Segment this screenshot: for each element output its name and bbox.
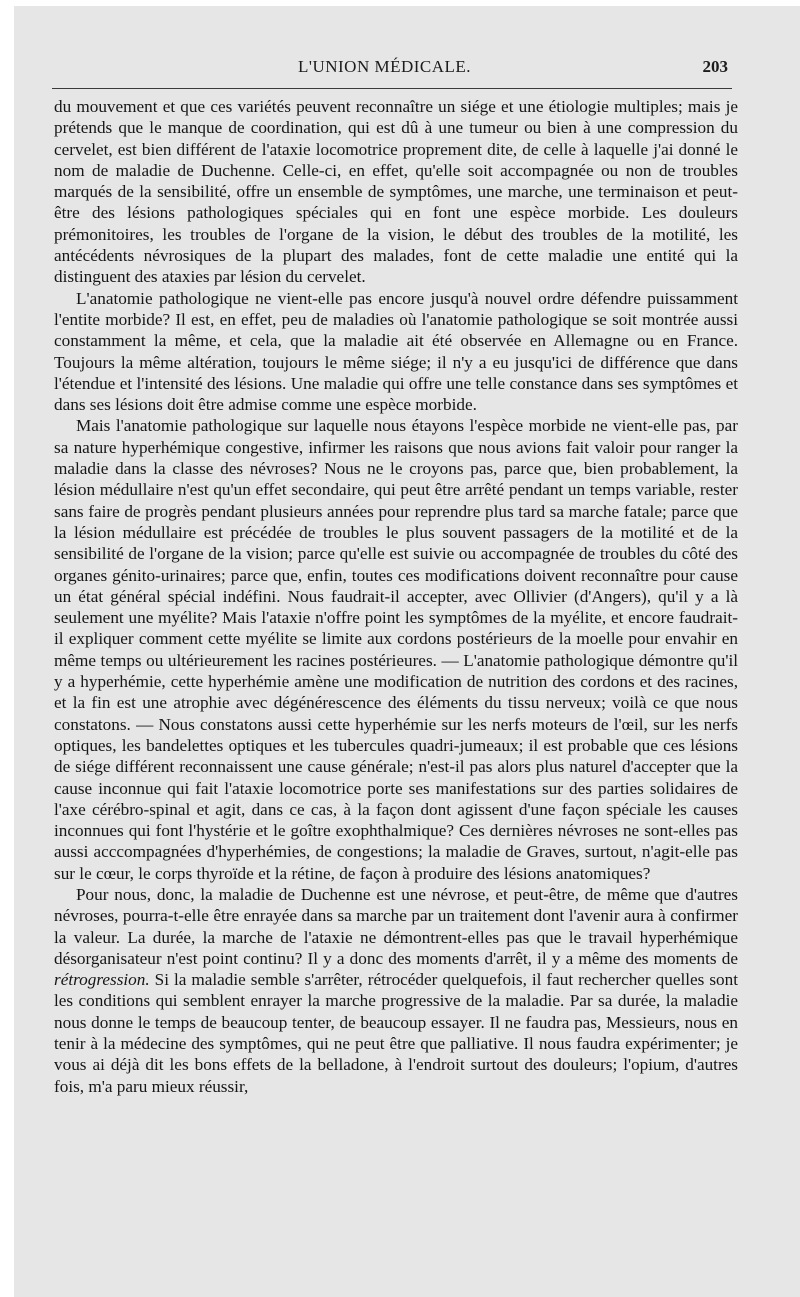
body-text — [54, 96, 738, 1097]
page-number: 203 — [702, 57, 728, 76]
paragraph-1: du mouvement et que ces variétés peuvent reconnaître un siége et une étiologie multiples; mais je prétends que le manque de coordination, qui est dû à une tumeur ou bien à une compression du cervelet, est bien différent de l'ataxie locomotrice proprement dite, de celle à laquelle j'ai donné le nom de maladie de Duchenne. Celle-ci, en effet, qu'elle soit accompagnée ou non de troubles marqués de la sensibilité, offre un ensemble de symptômes, une marche, une terminaison et peut-être des lésions pathologiques spéciales qui en font une espèce morbide. Les douleurs prémonitoires, les troubles de l'organe de la vision, le début des troubles de la motilité, les antécédents névrosiques de la plupart des malades, font de cette maladie une entité qui la distinguent des ataxies par lésion du cervelet. — [54, 97, 738, 287]
paragraph-4 — [54, 884, 738, 1097]
header-rule — [52, 88, 732, 89]
running-title: L'UNION MÉDICALE. — [298, 57, 472, 76]
paragraph-2: L'anatomie pathologique ne vient-elle pas encore jusqu'à nouvel ordre défendre puissamment l'entite morbide? Il est, en effet, peu de maladies où l'anatomie pathologique se soit montrée aussi constamment la même, et cela, que la maladie ait été observée en Allemagne ou en France. Toujours la même altération, toujours le même siége; il n'y a eu jusqu'ici de différence que dans l'étendue et l'intensité des lésions. Une maladie qui offre une telle constance dans ses symptômes et dans ses lésions doit être admise comme une espèce morbide. — [54, 288, 738, 415]
paragraph-4-italic-word: rétrogression. — [54, 970, 150, 990]
paragraph-4-text-before: Pour nous, donc, la maladie de Duchenne est une névrose, et peut-être, de même que d'autres névroses, pourra-t-elle être enrayée dans sa marche par un traitement dont l'avenir aura à confirmer la valeur. La durée, la marche de l'ataxie ne démontrent-elles pas que le travail hyperhémique désorganisateur n'est point continu? Il y a donc des moments d'arrêt, il y a même des moments de — [54, 884, 738, 968]
paragraph-3: Mais l'anatomie pathologique sur laquelle nous étayons l'espèce morbide ne vient-elle pas, par sa nature hyperhémique congestive, infirmer les raisons que nous avions fait valoir pour ranger la maladie dans la classe des névroses? Nous ne le croyons pas, parce que, bien probablement, la lésion médullaire n'est qu'un effet secondaire, qui peut être arrêté pendant un temps variable, rester sans faire de progrès pendant plusieurs années pour reprendre plus tard sa marche fatale; parce que la lésion médullaire est précédée de troubles le plus souvent passagers de la motilité et de la sensibilité de l'organe de la vision; parce qu'elle est suivie ou accompagnée de troubles du côté des organes génito-urinaires; parce que, enfin, toutes ces modifications doivent reconnaître pour cause un état général spécial indéfini. Nous faudrait-il accepter, avec Ollivier (d'Angers), qu'il y a là seulement une myélite? Mais l'ataxie n'offre point les symptômes de la myélite, et encore faudrait-il expliquer comment cette myélite se limite aux cordons postérieurs de la moelle pour envahir en même temps ou ultérieurement les racines postérieures. — L'anatomie pathologique démontre qu'il y a hyperhémie, cette hyperhémie amène une modification de nutrition des cordons et des racines, et la fin est une atrophie avec dégénérescence des éléments du tissu nerveux; voilà ce que nous constatons. — Nous constatons aussi cette hyperhémie sur les nerfs moteurs de l'œil, sur les nerfs optiques, les bandelettes optiques et les tubercules quadri-jumeaux; il est probable que ces lésions de siége différent reconnaissent une cause générale; n'est-il pas alors plus naturel d'accepter que la cause inconnue qui fait l'ataxie locomotrice porte ses manifestations sur des parties solidaires de l'axe cérébro-spinal et agit, dans ce cas, à la façon dont agissent d'une façon spéciale les causes inconnues qui font l'hystérie et le goître exophthalmique? Ces dernières névroses ne sont-elles pas aussi acccompagnées d'hyperhémies, de congestions; la maladie de Graves, surtout, n'agit-elle pas sur le cœur, le corps thyroïde et la rétine, de façon à produire des lésions anatomiques? — [54, 416, 738, 883]
page-header — [48, 57, 732, 83]
paragraph-4-text-after: Si la maladie semble s'arrêter, rétrocéder quelquefois, il faut rechercher quelles sont les conditions qui semblent enrayer la marche progressive de la maladie. Par sa durée, la maladie nous donne le temps de beaucoup tenter, de beaucoup essayer. Il ne faudra pas, Messieurs, nous en tenir à la médecine des symptômes, qui ne peut être que palliative. Il nous faudra expérimenter; je vous ai déjà dit les bons effets de la belladone, à l'endroit surtout des douleurs; l'opium, d'autres fois, m'a paru mieux réussir, — [54, 970, 738, 1096]
